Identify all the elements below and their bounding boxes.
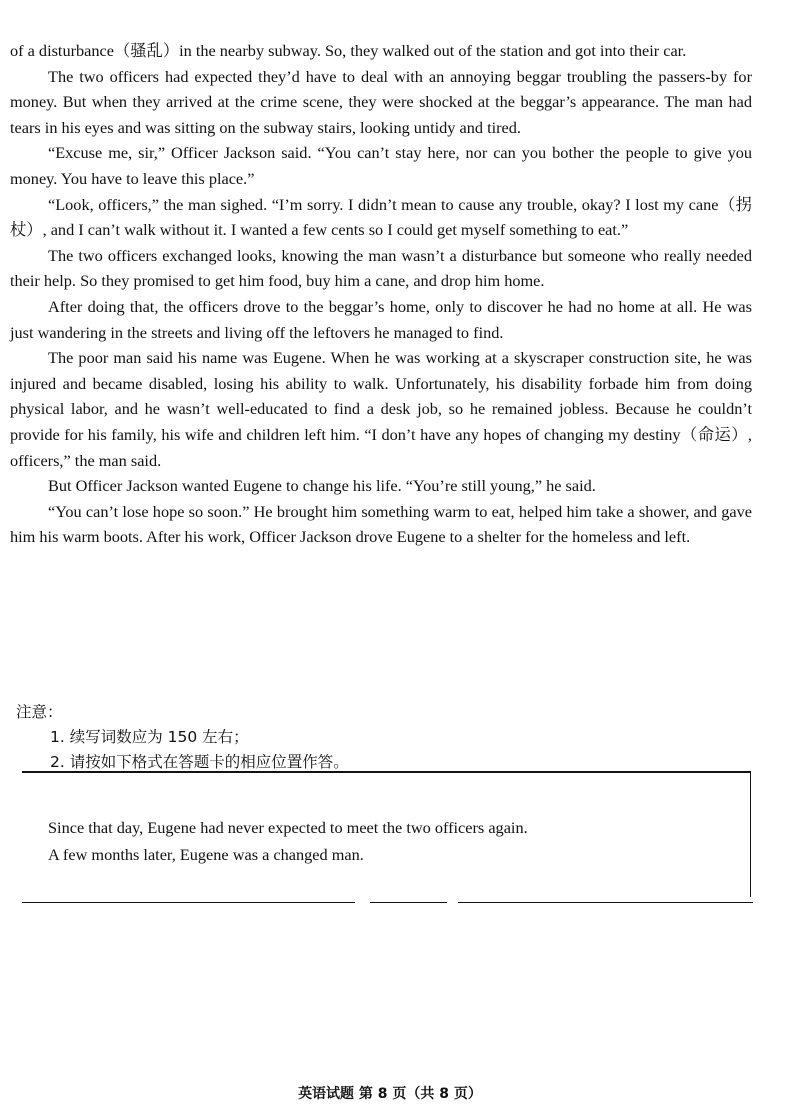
passage-paragraph: “You can’t lose hope so soon.” He brought him something warm to eat, helped him take a shower, and gave him his warm boots. After his work, Officer Jackson drove Eugene to a shelter for the homeless and left. [10,501,752,547]
passage-paragraph: The poor man said his name was Eugene. When he was working at a skyscraper construction site, he was injured and became disabled, losing his ability to walk. Unfortunately, his disability forbade him from doing physical labor, and he wasn’t well-educated to find a desk job, so he remained jobless. Because he couldn’t provide for his family, his wife and children left him. “I don’t have any hopes of changing my destiny（命运）, officers,” the man said. [10,348,752,470]
answer-box-bottom-rule [370,902,447,903]
page-footer: 英语试题 第 8 页（共 8 页） [298,1086,482,1102]
notes-item-word-count: 1. 续写词数应为 150 左右； [50,728,249,746]
notes-heading: 注意： [16,703,63,721]
answer-box-bottom-rule [22,902,355,903]
passage-paragraph: “Look, officers,” the man sighed. “I’m sorry. I didn’t mean to cause any trouble, okay? I lost my cane（拐杖）, and I can’t walk without it. I wanted a few cents so I could get myself something to eat.” [10,194,752,240]
passage-paragraph: The two officers exchanged looks, knowing the man wasn’t a disturbance but someone who really needed their help. So they promised to get him food, buy him a cane, and drop him home. [10,245,752,291]
notes-item-format: 2. 请按如下格式在答题卡的相应位置作答。 [50,753,349,771]
answer-prompt-first-paragraph: Since that day, Eugene had never expected to meet the two officers again. [48,818,528,837]
passage-paragraph: The two officers had expected they’d have to deal with an annoying beggar troubling the passers-by for money. But when they arrived at the crime scene, they were shocked at the beggar’s appearance. The man had tears in his eyes and was sitting on the subway stairs, looking untidy and tired. [10,66,752,137]
answer-prompt-second-paragraph: A few months later, Eugene was a changed man. [48,845,364,864]
passage-paragraph: “Excuse me, sir,” Officer Jackson said. “You can’t stay here, nor can you bother the people to give you money. You have to leave this place.” [10,143,752,188]
writing-instructions [18,700,418,775]
passage-paragraph: of a disturbance（骚乱）in the nearby subway. So, they walked out of the station and got into their car. [10,41,687,60]
passage-paragraph: But Officer Jackson wanted Eugene to change his life. “You’re still young,” he said. [48,476,596,496]
passage-paragraph: After doing that, the officers drove to the beggar’s home, only to discover he had no home at all. He was just wandering in the streets and living off the leftovers he managed to find. [10,296,752,342]
reading-passage [10,38,752,550]
answer-box-bottom-rule [458,902,753,903]
